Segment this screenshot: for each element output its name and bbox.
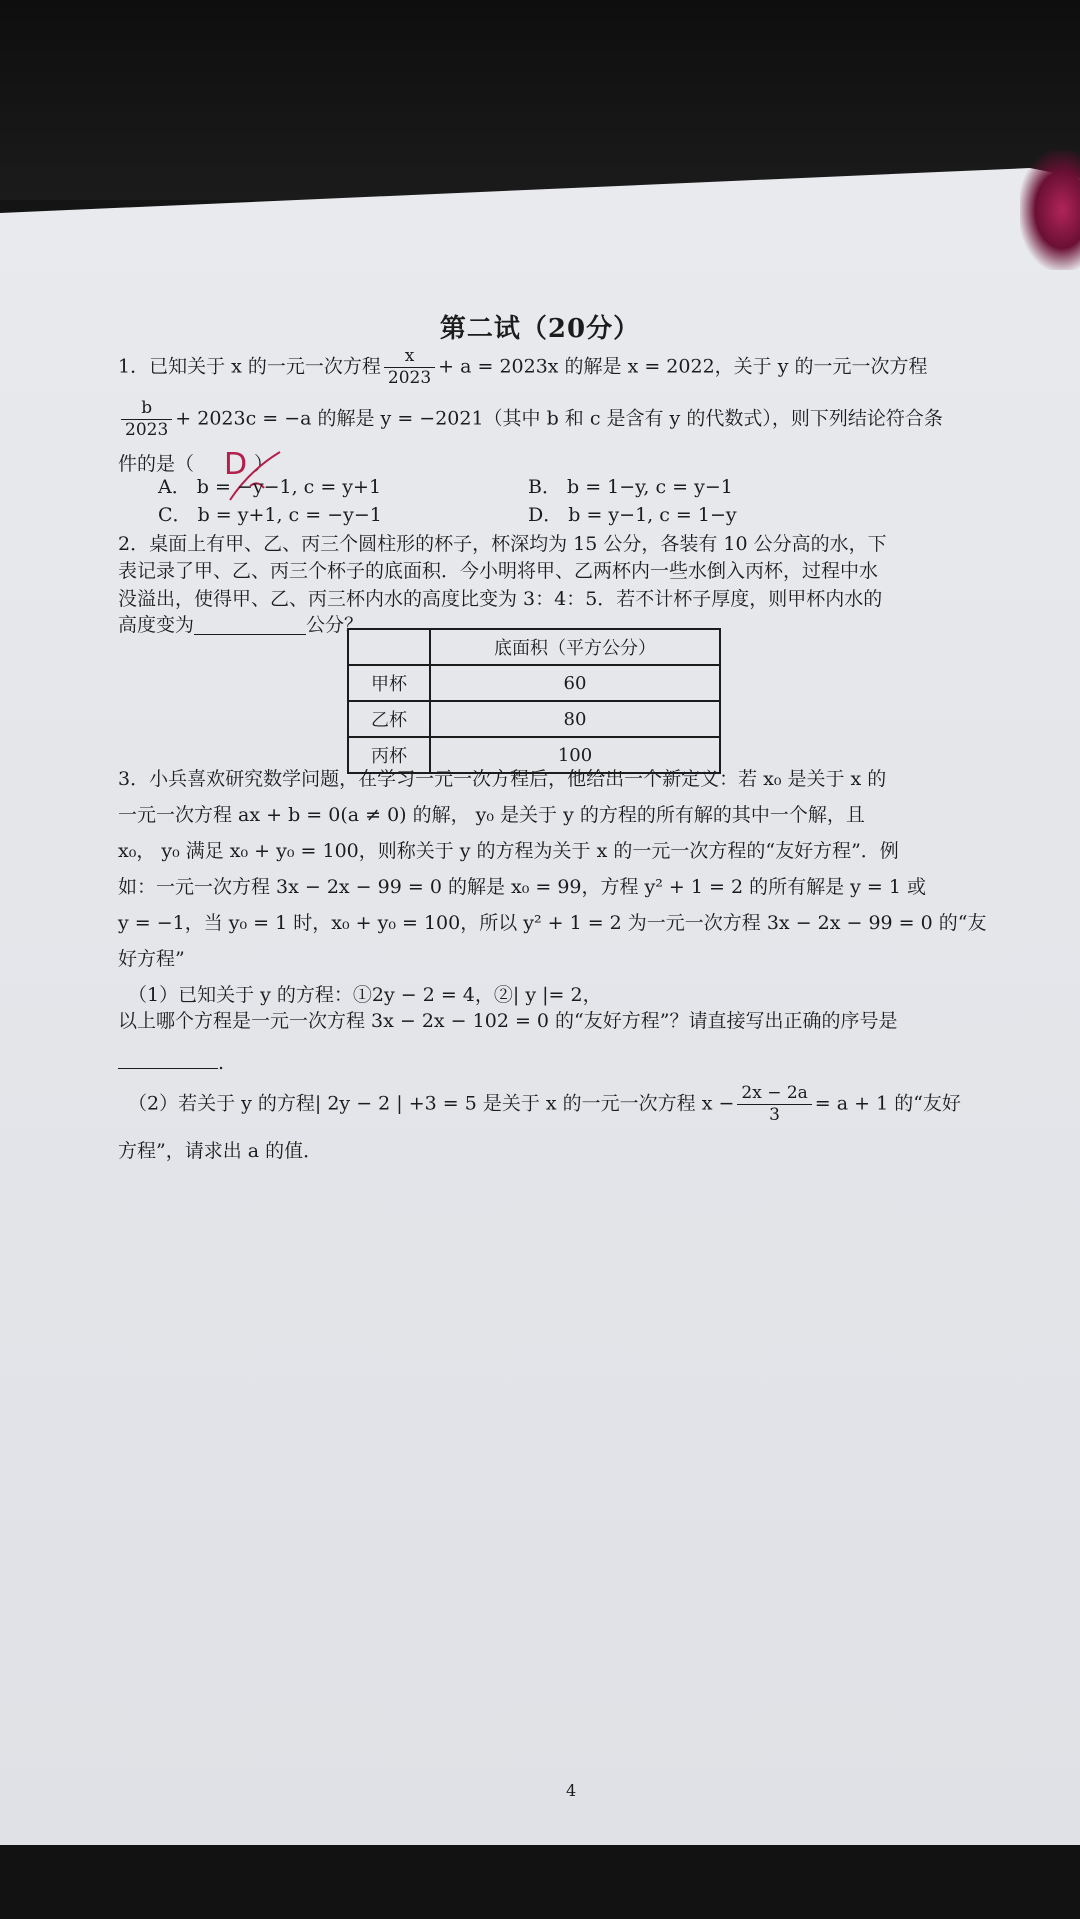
table-row [348,701,720,737]
q1-option-b: B． b = 1−y, c = y−1 [528,476,733,498]
table-cell: 80 [430,701,720,737]
q1-option-a: A． b = −y−1, c = y+1 [158,476,382,498]
q1-option-c: C． b = y+1, c = −y−1 [158,504,382,526]
section-title: 第二试（20分） [439,314,641,344]
table-header-cell [348,629,430,665]
q3-line6: 好方程” [118,948,185,970]
svg-text:D: D [224,447,248,482]
q3-line1: 3．小兵喜欢研究数学问题，在学习一元一次方程后，他给出一个新定义：若 x₀ 是关于 x 的 [118,768,887,790]
table-cell: 丙杯 [348,737,430,773]
q2-answer-blank [194,616,306,635]
q1-text-b: + a = 2023x 的解是 x = 2022，关于 y 的一元一次方程 [438,355,928,378]
q3-part1-line1: （1）已知关于 y 的方程：①2y − 2 = 4，②| y |= 2， [128,984,602,1006]
base-area-table [347,628,721,774]
table-cell: 甲杯 [348,665,430,701]
pen-annotation-icon [210,440,300,510]
q3-part2-line2: 方程”，请求出 a 的值． [118,1140,323,1162]
q1-line3: 件的是（ ） [118,453,274,475]
table-header-row [348,629,720,665]
q2-line3: 没溢出，使得甲、乙、丙三杯内水的高度比变为 3：4：5．若不计杯子厚度，则甲杯内水的 [118,588,883,610]
q1-text-c: + 2023c = −a 的解是 y = −2021（其中 b 和 c 是含有 y 的代数式），则下列结论符合条 [175,407,943,430]
q3-part1-line3: . [118,1050,224,1073]
q3-line2: 一元一次方程 ax + b = 0(a ≠ 0) 的解， y₀ 是关于 y 的方程的所有解的其中一个解，且 [118,804,865,826]
q2-line2: 表记录了甲、乙、丙三个杯子的底面积．今小明将甲、乙两杯内一些水倒入丙杯，过程中水 [118,560,879,582]
table-cell: 乙杯 [348,701,430,737]
q3-line4: 如：一元一次方程 3x − 2x − 99 = 0 的解是 x₀ = 99，方程 y² + 1 = 2 的所有解是 y = 1 或 [118,876,927,898]
q3-line5: y = −1，当 y₀ = 1 时，x₀ + y₀ = 100，所以 y² + 1 = 2 为一元一次方程 3x − 2x − 99 = 0 的“友 [118,912,987,934]
table-row [348,665,720,701]
table-cell: 100 [430,737,720,773]
table-header-cell: 底面积（平方公分） [430,629,720,665]
q3-answer-blank [118,1050,218,1069]
q1-option-d: D． b = y−1, c = 1−y [528,504,737,526]
q3-line3: x₀， y₀ 满足 x₀ + y₀ = 100，则称关于 y 的方程为关于 x 的一元一次方程的“友好方程”．例 [118,840,899,862]
q2-line4: 高度变为 公分？ [118,614,364,636]
page-number: 4 [566,1781,577,1800]
q1-fraction-x-over-2023: $\frac{x}{2023}$ [384,348,435,387]
table-cell: 60 [430,665,720,701]
q3-part2-line1: （2）若关于 y 的方程| 2y − 2 | +3 = 5 是关于 x 的一元一次方程 x − $\frac{2x - 2a}{3}$ = a + 1 的“友好 [128,1083,961,1125]
q3-part1-line2: 以上哪个方程是一元一次方程 3x − 2x − 102 = 0 的“友好方程”？请直接写出正确的序号是 [118,1010,898,1032]
q1-line1 [118,348,927,387]
q1-fraction-b-over-2023: $\frac{b}{2023}$ [121,400,172,439]
q3-fraction-2x-2a-over-3: $\frac{2x - 2a}{3}$ [737,1085,811,1124]
q2-line1: 2．桌面上有甲、乙、丙三个圆柱形的杯子，杯深均为 15 公分，各装有 10 公分高的水，下 [118,533,887,555]
q1-text-a: 1．已知关于 x 的一元一次方程 [118,355,381,378]
q1-line2 [118,400,943,439]
